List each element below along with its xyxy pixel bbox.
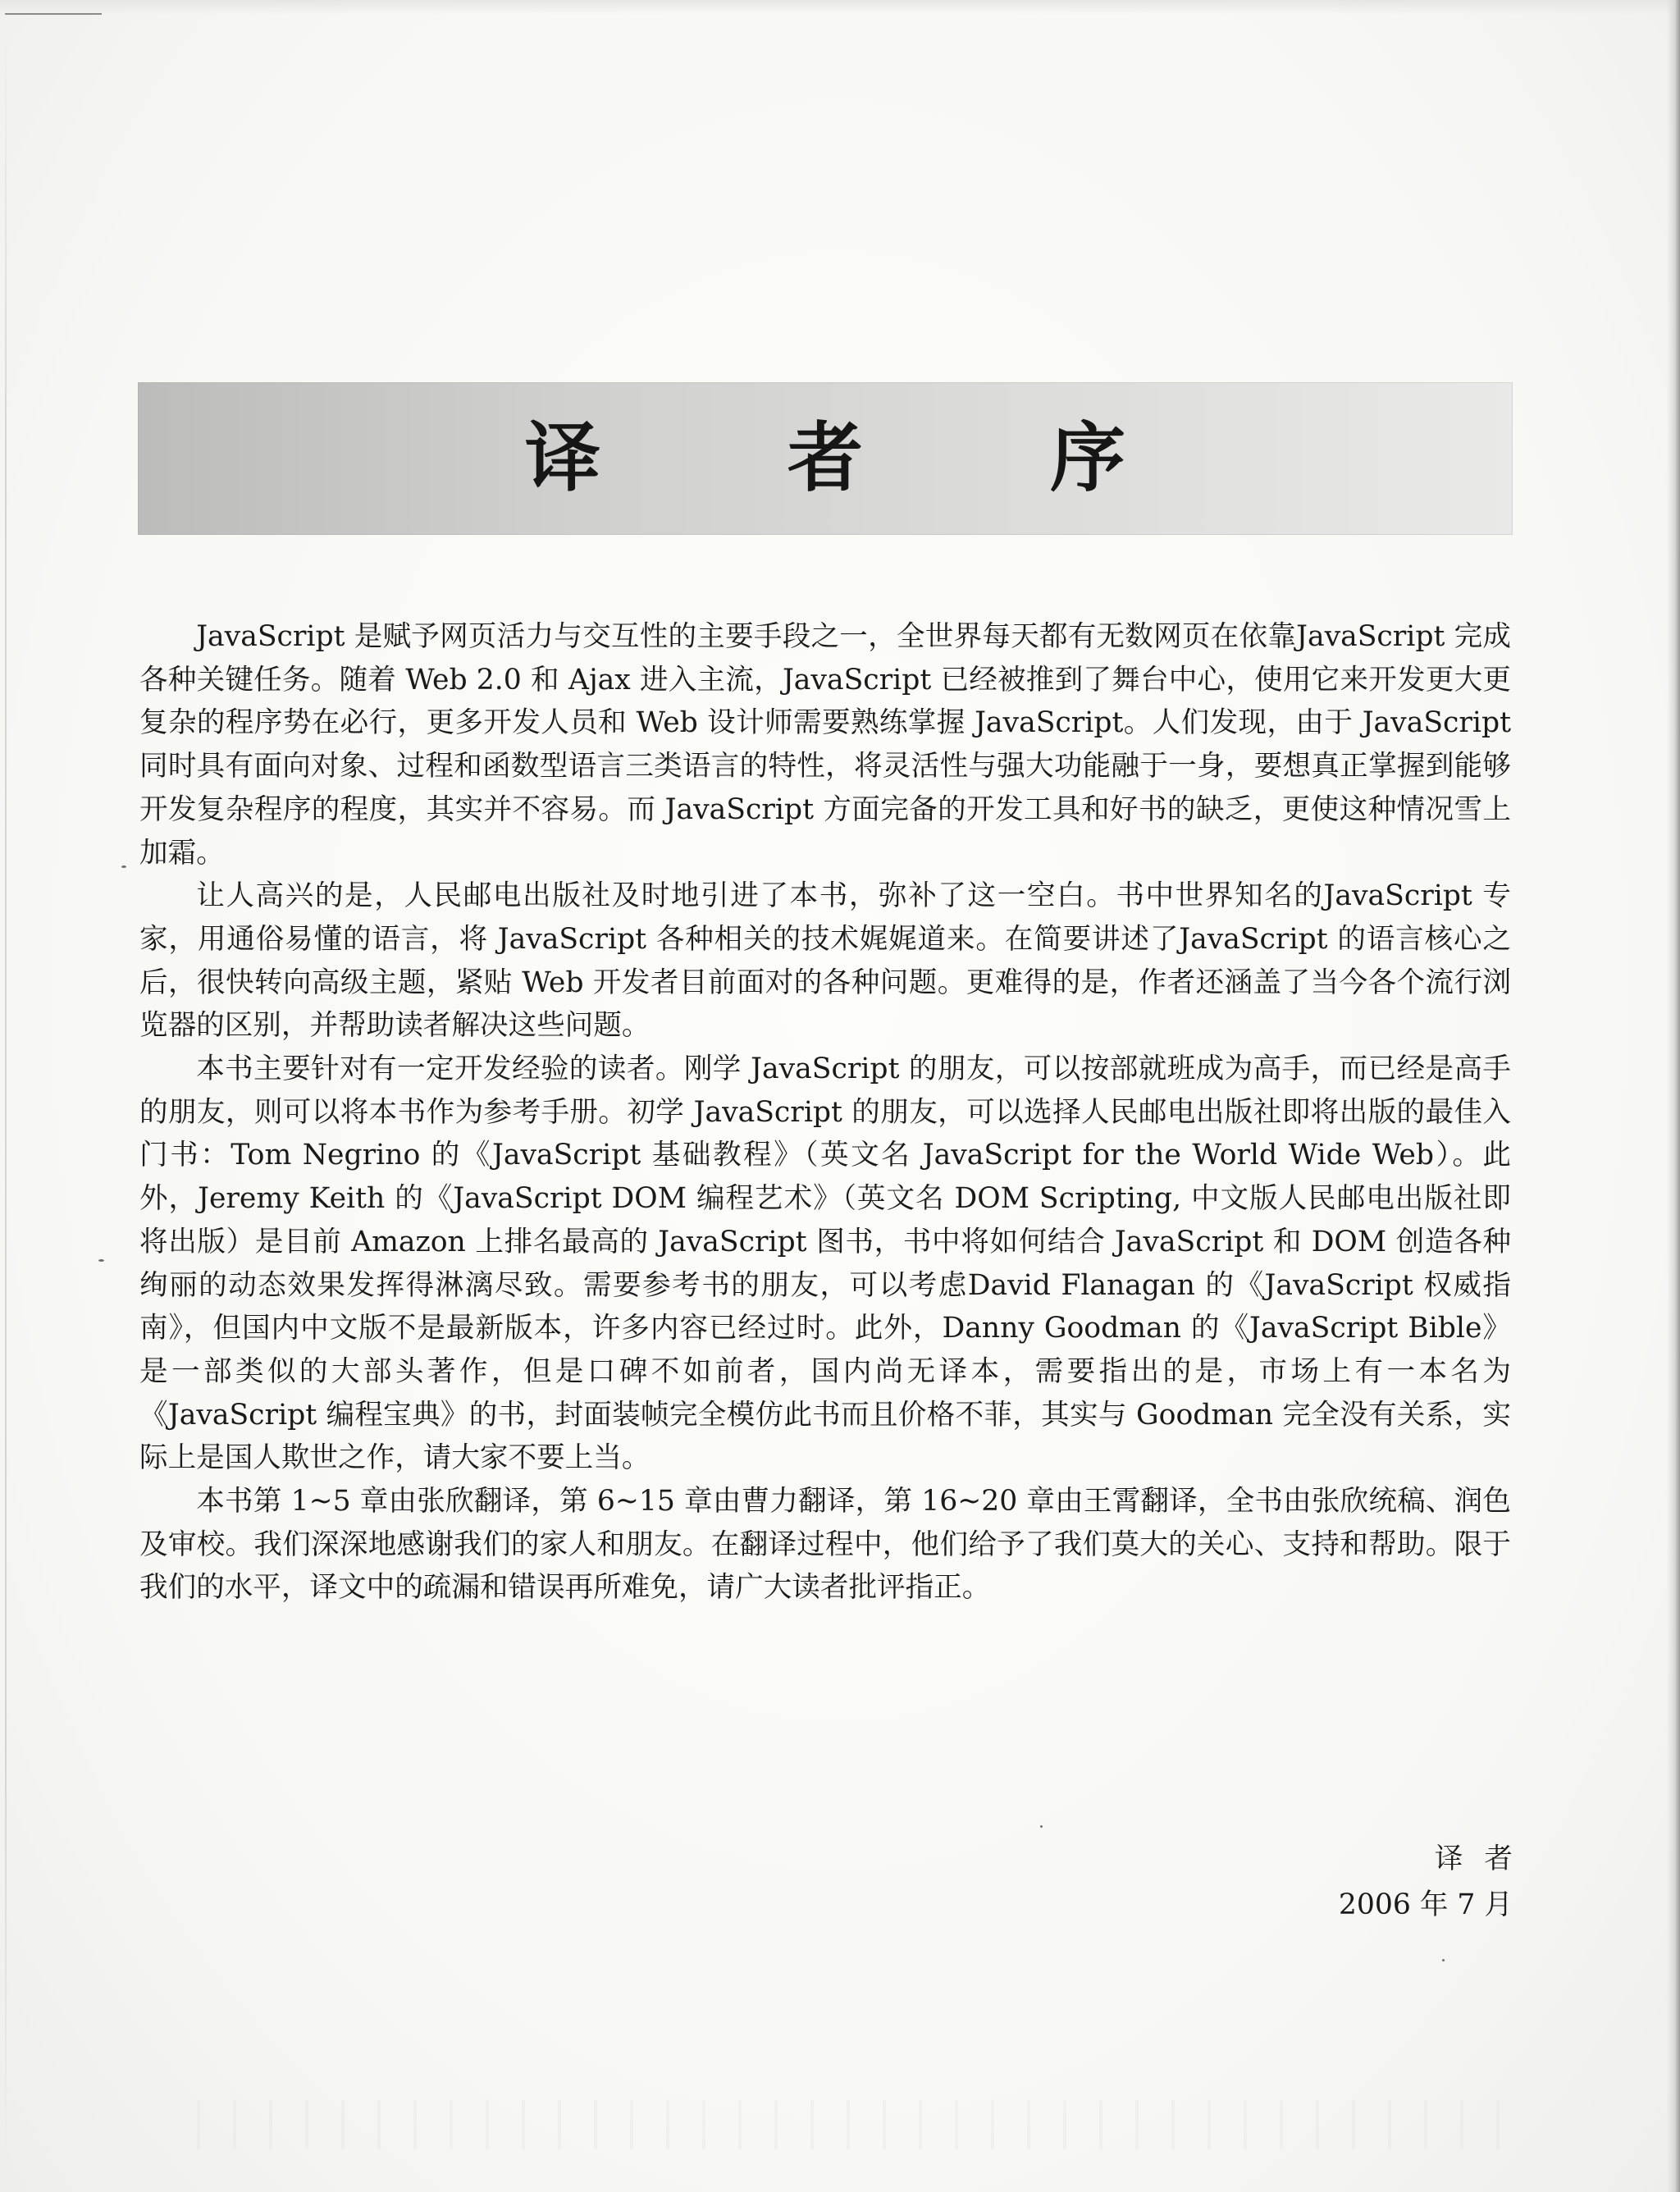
scan-top-edge xyxy=(0,0,1680,15)
paragraph-4: 本书第 1~5 章由张欣翻译，第 6~15 章由曹力翻译，第 16~20 章由王霄翻译，全书由张欣统稿、润色及审校。我们深深地感谢我们的家人和朋友。在翻译过程中，他们给予了我们莫大的关心、支持和帮助。限于我们的水平，译文中的疏漏和错误再所难免，请广大读者批评指正。 xyxy=(139,1485,1511,1605)
signature-block xyxy=(1338,1836,1534,1928)
scan-bleed-through xyxy=(164,2100,1509,2149)
scan-right-edge xyxy=(1667,0,1680,2192)
scan-speck xyxy=(98,1259,104,1262)
scan-left-shadow xyxy=(5,33,7,2166)
scan-speck xyxy=(1040,1825,1043,1828)
preface-body xyxy=(139,615,1511,1610)
page-title: 译 者 序 xyxy=(524,414,1181,502)
scan-speck xyxy=(1442,1959,1445,1961)
paragraph-3: 本书主要针对有一定开发经验的读者。刚学 JavaScript 的朋友，可以按部就班成为高手，而已经是高手的朋友，则可以将本书作为参考手册。初学 JavaScript 的朋友，可以选择人民邮电出版社即将出版的最佳入门书：Tom Negrino 的《JavaScript 基础教程》（英文名 JavaScript for the World Wide Web）。此外，Jeremy Keith 的《JavaScript DOM 编程艺术》（英文名 DOM Scripting, 中文版人民邮电出版社即将出版）是目前 Amazon 上排名最高的 JavaScript 图书，书中将如何结合 JavaScript 和 DOM 创造各种绚丽的动态效果发挥得淋漓尽致。需要参考书的朋友，可以考虑David Flanagan 的《JavaScript 权威指南》，但国内中文版不是最新版本，许多内容已经过时。此外，Danny Goodman 的《JavaScript Bible》是一部类似的大部头著作，但是口碑不如前者，国内尚无译本，需要指出的是，市场上有一本名为《JavaScript 编程宝典》的书，封面装帧完全模仿此书而且价格不菲，其实与 Goodman 完全没有关系，实际上是国人欺世之作，请大家不要上当。 xyxy=(139,1053,1511,1475)
scan-speck xyxy=(121,865,126,868)
paragraph-1: JavaScript 是赋予网页活力与交互性的主要手段之一，全世界每天都有无数网页在依靠JavaScript 完成各种关键任务。随着 Web 2.0 和 Ajax 进入主流，JavaScript 已经被推到了舞台中心，使用它来开发更大更复杂的程序势在必行，更多开发人员和 Web 设计师需要熟练掌握 JavaScript。人们发现，由于 JavaScript 同时具有面向对象、过程和函数型语言三类语言的特性，将灵活性与强大功能融于一身，要想真正掌握到能够开发复杂程序的程度，其实并不容易。而 JavaScript 方面完备的开发工具和好书的缺乏，更使这种情况雪上加霜。 xyxy=(139,620,1511,870)
paragraph-2: 让人高兴的是，人民邮电出版社及时地引进了本书，弥补了这一空白。书中世界知名的JavaScript 专家，用通俗易懂的语言，将 JavaScript 各种相关的技术娓娓道来。在简要讲述了JavaScript 的语言核心之后，很快转向高级主题，紧贴 Web 开发者目前面对的各种问题。更难得的是，作者还涵盖了当今各个流行浏览器的区别，并帮助读者解决这些问题。 xyxy=(139,879,1511,1043)
scan-corner-mark xyxy=(5,13,102,15)
signature-date: 2006 年 7 月 xyxy=(1338,1888,1513,1921)
translator-signature: 译者 xyxy=(1434,1843,1534,1875)
